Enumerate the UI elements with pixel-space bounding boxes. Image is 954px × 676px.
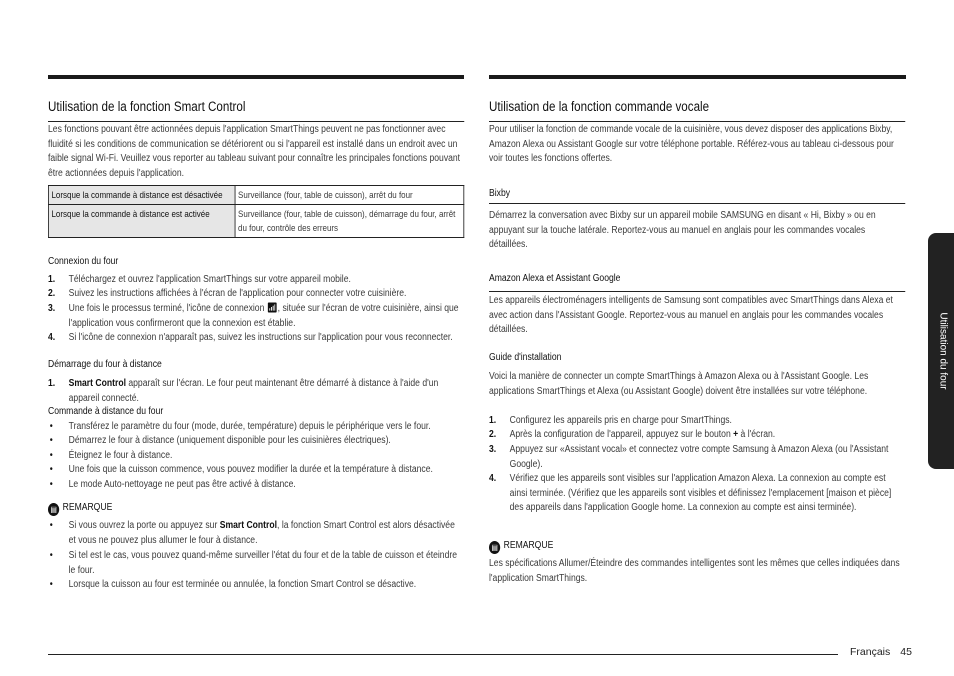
page-number: 45	[900, 646, 912, 658]
title-rule	[48, 121, 464, 122]
list-item	[48, 287, 464, 302]
bullet-icon: •	[49, 450, 53, 461]
bullet-icon: •	[49, 479, 53, 490]
left-column	[48, 0, 464, 676]
step-number: 1.	[48, 378, 56, 389]
bullet-text: Démarrez le four à distance (uniquement disponible pour les cuisinières électriques).	[68, 435, 391, 446]
smart-control-intro: Les fonctions pouvant être actionnées depuis l'application SmartThings peuvent ne pas fonctionner avec fluidité si les conditions de communication se détériorent ou si l'appareil est installé dans un endroit avec un faible signal Wi-Fi. Veuillez vous reporter au tableau suivant pour connaître les principales fonctions pouvant être actionnées depuis l'application.	[48, 124, 461, 179]
step-text: Suivez les instructions affichées à l'écran de l'application pour connecter votre cuisinière.	[68, 288, 407, 299]
bixby-text: Démarrez la conversation avec Bixby sur un appareil mobile SAMSUNG en disant « Hi, Bixby » ou en appuyant sur la touche latérale. Reportez-vous au manuel en anglais pour les commandes vocales détaillées.	[489, 210, 876, 251]
bullet-item	[48, 420, 464, 435]
note-text: Les spécifications Allumer/Éteindre des commandes intelligentes sont les mêmes que celles indiquées dans l'application SmartThings.	[489, 558, 900, 584]
smart-control-label: Smart Control	[68, 378, 126, 389]
table-cell-condition: Lorsque la commande à distance est désactivée	[48, 186, 235, 205]
note-label: REMARQUE	[503, 540, 554, 551]
bullet-text: Transférez le paramètre du four (mode, durée, température) depuis le périphérique vers le four.	[68, 421, 431, 432]
step-text: Si l'icône de connexion n'apparaît pas, suivez les instructions sur l'application pour vous reconnecter.	[68, 332, 453, 343]
remote-functions-table	[48, 185, 464, 238]
plus-button-label: +	[733, 429, 739, 440]
step-number: 2.	[48, 288, 56, 299]
list-item	[489, 428, 905, 443]
smart-control-label: Smart Control	[219, 520, 278, 531]
bullet-item	[48, 578, 464, 593]
list-item	[489, 414, 905, 429]
bullet-text: Lorsque la cuisson au four est terminée ou annulée, la fonction Smart Control se désactive.	[68, 579, 417, 590]
subheading-rule	[489, 203, 905, 204]
list-item	[48, 273, 464, 288]
bullet-icon: •	[49, 579, 53, 590]
guide-intro: Voici la manière de connecter un compte SmartThings à Amazon Alexa ou à l'Assistant Google. Les applications SmartThings et Alexa (ou Assistant Google) doivent être installées sur votre téléphone.	[489, 371, 869, 397]
heading-guide: Guide d'installation	[489, 352, 562, 363]
wifi-icon: 📶︎	[266, 303, 278, 314]
note-heading	[48, 501, 464, 516]
list-item	[48, 331, 464, 346]
subheading-rule	[489, 291, 905, 292]
step-text: Une fois le processus terminé, l'icône de connexion	[68, 303, 265, 314]
bullet-text: Si vous ouvrez la porte ou appuyez sur	[68, 520, 220, 531]
heading-alexa-google: Amazon Alexa et Assistant Google	[489, 273, 621, 284]
footer-rule	[48, 654, 838, 655]
note-icon: ▤	[489, 541, 500, 554]
heading-connexion: Connexion du four	[48, 256, 119, 267]
note-icon: ▤	[48, 503, 59, 516]
step-number: 4.	[489, 473, 497, 484]
step-number: 1.	[48, 274, 56, 285]
list-item	[489, 472, 905, 516]
bullet-item	[48, 463, 464, 478]
table-cell-condition: Lorsque la commande à distance est activée	[48, 205, 235, 238]
bullet-text: , la fonction Smart Control est alors désactivée et vous ne pouvez plus allumer le four à distance.	[68, 520, 455, 546]
bullet-item	[48, 519, 464, 548]
note-heading	[489, 539, 905, 554]
bullet-item	[48, 478, 464, 493]
bullet-text: Le mode Auto-nettoyage ne peut pas être activé à distance.	[68, 479, 296, 490]
step-text: Configurez les appareils pris en charge pour SmartThings.	[509, 415, 732, 426]
bullet-icon: •	[49, 435, 53, 446]
bullet-icon: •	[49, 421, 53, 432]
heading-demarrage: Démarrage du four à distance	[48, 359, 162, 370]
chapter-tab[interactable]	[928, 233, 954, 469]
step-number: 1.	[489, 415, 497, 426]
bullet-text: Éteignez le four à distance.	[68, 450, 173, 461]
list-item	[48, 302, 464, 331]
table-cell-functions: Surveillance (four, table de cuisson), démarrage du four, arrêt du four, contrôle des erreurs	[235, 205, 464, 238]
right-column	[489, 0, 905, 676]
heading-commande: Commande à distance du four	[48, 406, 164, 417]
heading-bixby: Bixby	[489, 188, 511, 199]
bullet-item	[48, 549, 464, 578]
step-text: apparaît sur l'écran. Le four peut maintenant être démarré à distance à l'aide d'un appareil connecté.	[68, 378, 439, 404]
table-row	[48, 186, 463, 205]
section-title-voice-command: Utilisation de la fonction commande vocale	[489, 99, 710, 114]
step-number: 3.	[489, 444, 497, 455]
chapter-tab-label: Utilisation du four	[937, 312, 949, 390]
list-item	[489, 443, 905, 472]
step-text: à l'écran.	[738, 429, 776, 440]
table-row	[48, 205, 463, 238]
step-number: 2.	[489, 429, 497, 440]
bullet-icon: •	[49, 550, 53, 561]
step-number: 4.	[48, 332, 56, 343]
alexa-text: Les appareils électroménagers intelligents de Samsung sont compatibles avec SmartThings dans Alexa et avec action dans l'Assistant Google. Reportez-vous au manuel en anglais pour les commandes vocales détaillées.	[489, 295, 893, 336]
list-item	[48, 377, 464, 406]
bullet-text: Si tel est le cas, vous pouvez quand-même surveiller l'état du four et de la table de cuisson et éteindre le four.	[68, 550, 458, 576]
step-text: , située sur l'écran de votre cuisinière, ainsi que l'application vous confirmeront que la connexion est établie.	[68, 303, 459, 329]
step-text: Téléchargez et ouvrez l'application SmartThings sur votre appareil mobile.	[68, 274, 351, 285]
note-label: REMARQUE	[62, 502, 113, 513]
step-text: Vérifiez que les appareils sont visibles sur l'application Amazon Alexa. La connexion au compte est ainsi terminée. (Vérifiez que les appareils sont visibles et définissez l'emplacement [maison et pièce] des appareils dans l'application Google home. La connexion au compte est ainsi terminée).	[509, 473, 892, 514]
footer	[850, 646, 912, 658]
bullet-text: Une fois que la cuisson commence, vous pouvez modifier la durée et la température à distance.	[68, 464, 433, 475]
step-text: Appuyez sur «Assistant vocal» et connectez votre compte Samsung à Amazon Alexa (ou l'Assistant Google).	[509, 444, 889, 470]
bullet-item	[48, 434, 464, 449]
step-number: 3.	[48, 303, 56, 314]
title-rule	[489, 121, 905, 122]
table-cell-functions: Surveillance (four, table de cuisson), arrêt du four	[235, 186, 464, 205]
step-text: Après la configuration de l'appareil, appuyez sur le bouton	[509, 429, 734, 440]
bullet-item	[48, 449, 464, 464]
bullet-icon: •	[49, 520, 53, 531]
voice-intro: Pour utiliser la fonction de commande vocale de la cuisinière, vous devez disposer des applications Bixby, Amazon Alexa ou Assistant Google sur votre téléphone portable. Référez-vous au tableau ci-dessous pour voir toutes les fonctions offertes.	[489, 124, 894, 165]
section-title-smart-control: Utilisation de la fonction Smart Control	[48, 99, 246, 114]
bullet-icon: •	[49, 464, 53, 475]
footer-language: Français	[850, 646, 891, 658]
